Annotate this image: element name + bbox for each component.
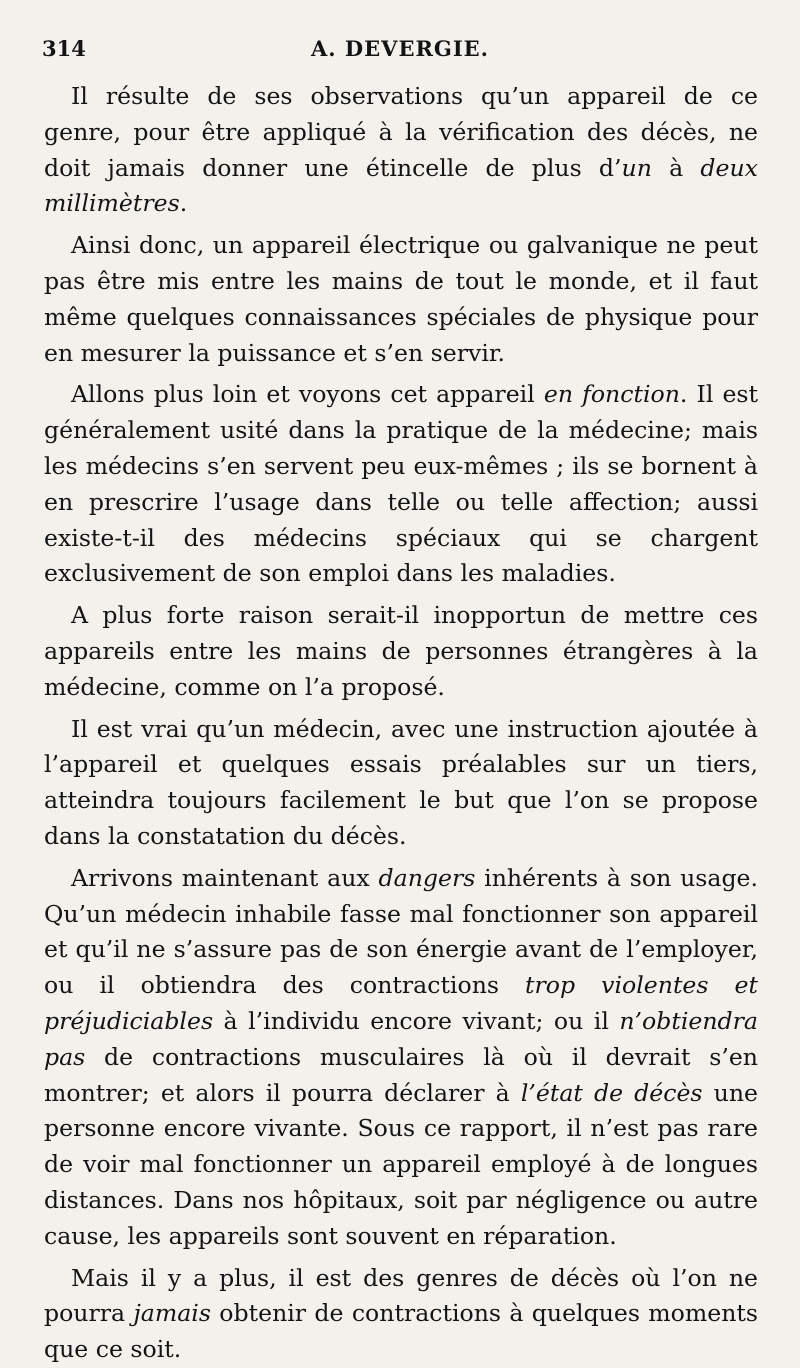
paragraph <box>44 861 758 1255</box>
text-run: A plus forte raison serait-il inopportun de mettre ces appareils entre les mains de personnes étrangères à la médecine, comme on l’a proposé. <box>44 601 758 701</box>
italic-text: n’obtiendra pas <box>44 1006 758 1071</box>
text-run: . <box>179 189 188 218</box>
paragraph <box>44 79 758 222</box>
text-run: à <box>651 153 701 182</box>
text-run: Mais il y a plus, il est des genres de décès où l’on ne pourra <box>44 1263 758 1328</box>
italic-text: trop violentes et préjudiciables <box>44 971 758 1035</box>
page-header <box>42 36 758 68</box>
text-run: Arrivons maintenant aux <box>71 863 379 892</box>
text-run: . Il est généralement usité dans la pratique de la médecine; mais les médecins s’en servent peu eux-mêmes ; ils se bornent à en prescrire l’usage dans telle ou telle affection; aussi existe-t-il des médecins spéciaux qui se chargent exclusivement de son emploi dans les maladies. <box>44 380 759 588</box>
italic-text: un <box>621 153 652 182</box>
text-run: de contractions musculaires là où il devrait s’en montrer; et alors il pourra déclarer à <box>44 1042 758 1107</box>
italic-text: l’état de décès <box>520 1078 703 1107</box>
italic-text: deux millimètres <box>44 153 758 218</box>
italic-text: jamais <box>133 1299 211 1328</box>
running-head: A. DEVERGIE. <box>311 36 489 61</box>
italic-text: en fonction <box>543 380 680 409</box>
text-run: obtenir de contractions à quelques moments que ce soit. <box>44 1299 758 1364</box>
paragraph <box>44 1261 758 1368</box>
text-run: une personne encore vivante. Sous ce rapport, il n’est pas rare de voir mal fonctionner un appareil employé à de longues distances. Dans nos hôpitaux, soit par négligence ou autre cause, les appareils sont souvent en réparation. <box>44 1078 758 1250</box>
paragraph <box>44 712 758 855</box>
text-run: Il est vrai qu’un médecin, avec une instruction ajoutée à l’appareil et quelques essais préalables sur un tiers, atteindra toujours facilement le but que l’on se propose dans la constatation du décès. <box>44 714 758 850</box>
paragraph <box>44 598 758 705</box>
text-run: Il résulte de ses observations qu’un appareil de ce genre, pour être appliqué à la vérification des décès, ne doit jamais donner une étincelle de plus d’ <box>44 82 758 182</box>
body-text <box>44 79 758 1368</box>
italic-text: dangers <box>378 863 476 892</box>
paragraph <box>44 228 758 371</box>
text-run: à l’individu encore vivant; ou il <box>213 1006 620 1035</box>
page-number: 314 <box>42 36 86 61</box>
text-run: inhérents à son usage. Qu’un médecin inhabile fasse mal fonctionner son appareil et qu’il ne s’assure pas de son énergie avant de l’employer, ou il obtiendra des contractions <box>44 863 759 1000</box>
text-run: Ainsi donc, un appareil électrique ou galvanique ne peut pas être mis entre les mains de tout le monde, et il faut même quelques connaissances spéciales de physique pour en mesurer la puissance et s’en servir. <box>44 231 758 367</box>
text-run: Allons plus loin et voyons cet appareil <box>71 380 544 409</box>
paragraph <box>44 377 758 592</box>
